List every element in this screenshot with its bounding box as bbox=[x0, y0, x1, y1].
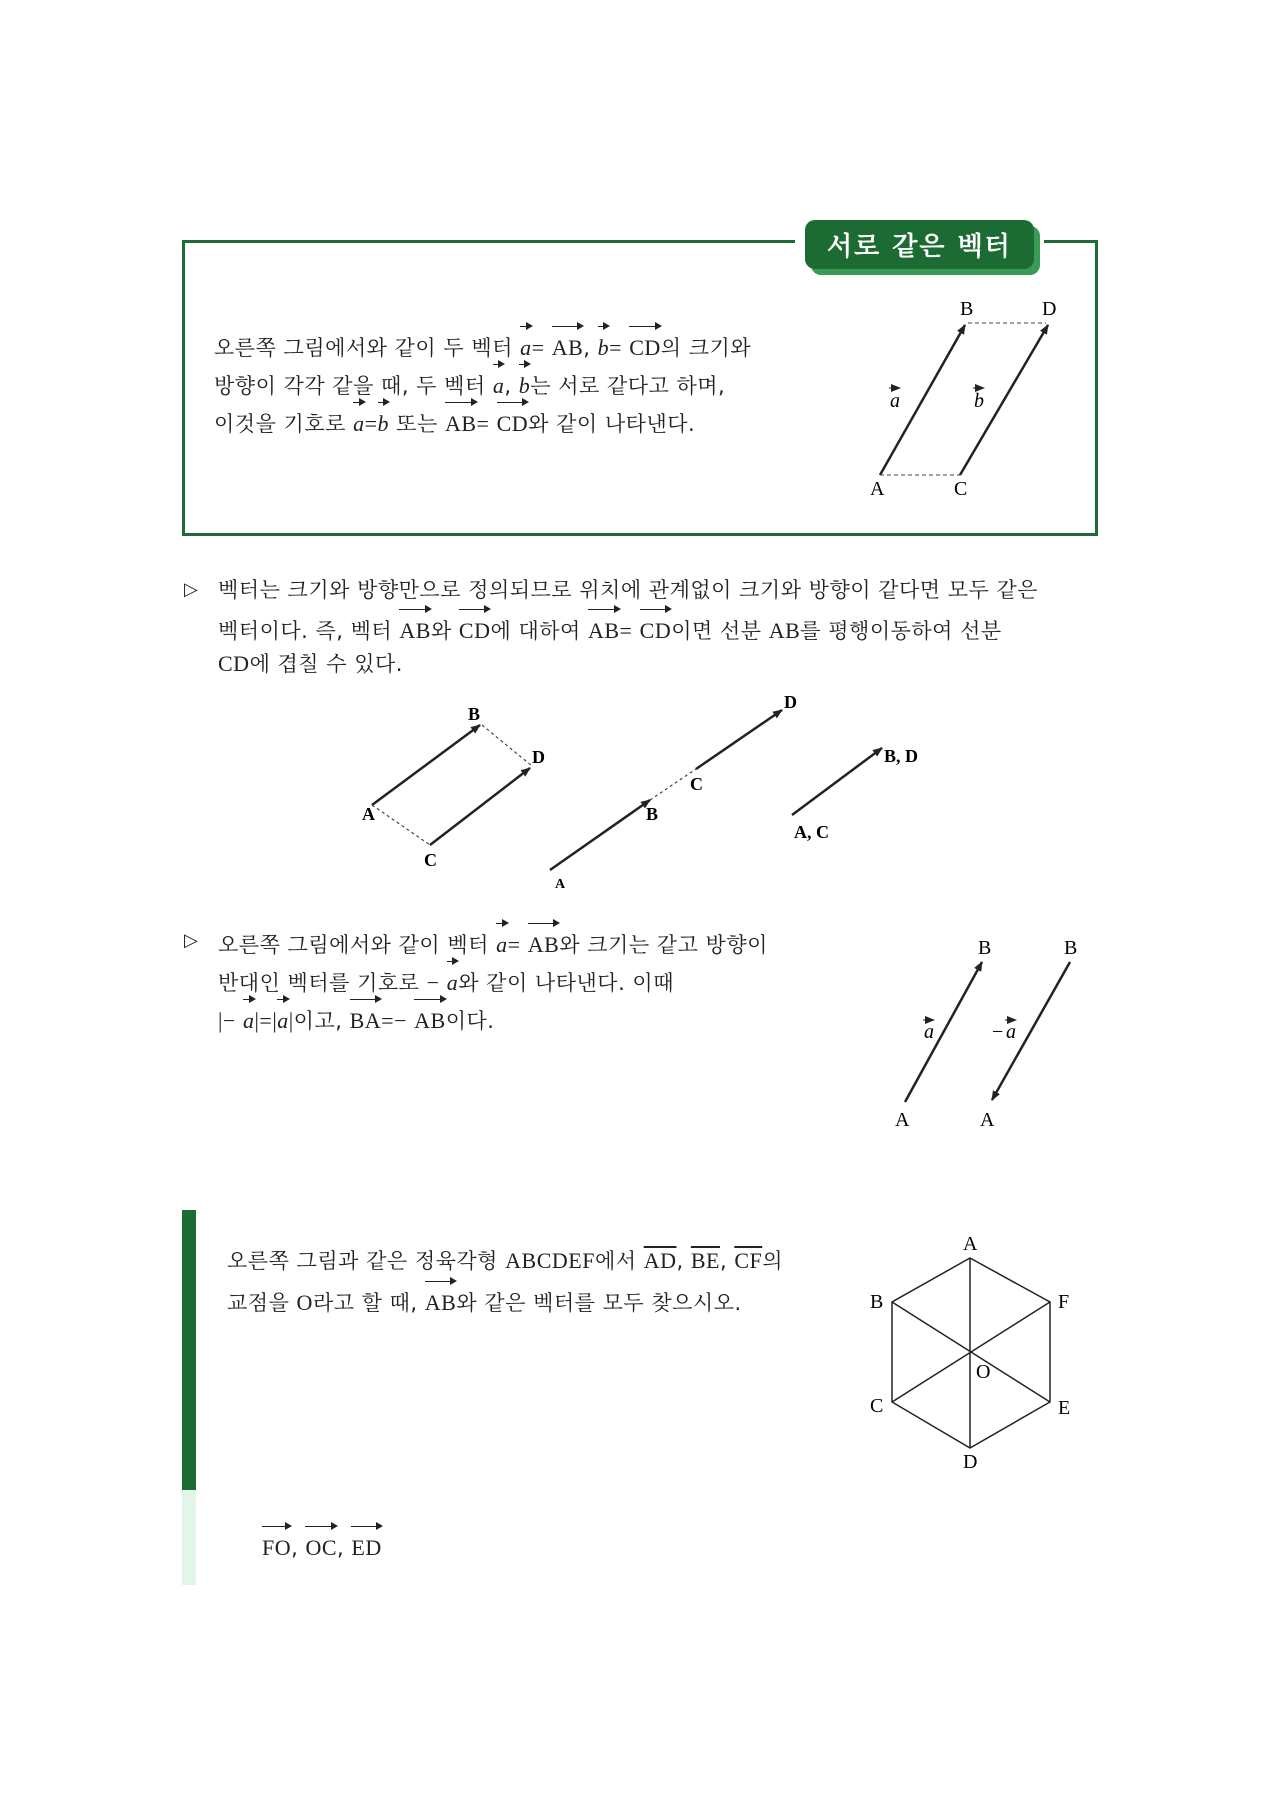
hex-label-c: C bbox=[870, 1395, 884, 1417]
problem-line-2: 교점을 O라고 할 때, AB와 같은 벡터를 모두 찾으시오. bbox=[227, 1280, 742, 1322]
arrow-coincident bbox=[792, 748, 882, 815]
problem-side-bar bbox=[182, 1210, 196, 1490]
fig1-label-c: C bbox=[424, 850, 437, 870]
label-vec-neg-a: a bbox=[1006, 1021, 1016, 1043]
fig2-label-b: B bbox=[646, 804, 659, 824]
fig3-label-ac: A, C bbox=[794, 822, 829, 842]
arrow-ab bbox=[372, 725, 480, 805]
hex-label-b: B bbox=[870, 1291, 884, 1313]
point-label-d: D bbox=[1042, 298, 1057, 320]
arrow-cd bbox=[430, 768, 530, 845]
label-b-end: B bbox=[978, 937, 992, 959]
bullet-marker-2: ▷ bbox=[184, 930, 199, 951]
point-label-c: C bbox=[954, 478, 968, 500]
point-label-a: A bbox=[870, 478, 885, 500]
answer-side-bar bbox=[182, 1490, 196, 1585]
fig1-label-a: A bbox=[362, 804, 375, 824]
vector-a-up bbox=[905, 962, 982, 1102]
note2-line-3: |− a|=|a|이고, BA=− AB이다. bbox=[218, 998, 494, 1040]
hex-label-o: O bbox=[976, 1361, 991, 1383]
translation-figure bbox=[350, 690, 950, 890]
label-a-start: A bbox=[895, 1109, 910, 1131]
note1-line-3: CD에 겹칠 수 있다. bbox=[218, 651, 403, 676]
vector-label-a: a bbox=[890, 390, 900, 412]
equal-vectors-figure bbox=[850, 295, 1080, 505]
label-a-end: A bbox=[980, 1109, 995, 1131]
label-vec-a: a bbox=[924, 1021, 934, 1043]
hex-label-e: E bbox=[1058, 1397, 1071, 1419]
label-b-start: B bbox=[1064, 937, 1078, 959]
hex-label-f: F bbox=[1058, 1291, 1070, 1313]
fig2-label-d: D bbox=[784, 692, 797, 712]
definition-line-3: 이것을 기호로 a=b 또는 AB= CD와 같이 나타낸다. bbox=[214, 401, 695, 443]
hexagon-figure bbox=[860, 1230, 1090, 1470]
label-neg-sign: − bbox=[992, 1021, 1004, 1043]
definition-line-2: 방향이 각각 같을 때, 두 벡터 a, b는 서로 같다고 하며, bbox=[214, 363, 725, 405]
problem-line-1: 오른쪽 그림과 같은 정육각형 ABCDEF에서 $\overline{AD}$, $\overline{BE}$, $\overline{CF}$의 bbox=[227, 1248, 784, 1273]
opposite-vectors-figure bbox=[870, 930, 1100, 1140]
fig2-label-c: C bbox=[690, 774, 703, 794]
note2-line-2: 반대인 벡터를 기호로 − a와 같이 나타낸다. 이때 bbox=[218, 960, 674, 1002]
definition-line-1: 오른쪽 그림에서와 같이 두 벡터 a= AB, b= CD의 크기와 bbox=[214, 325, 751, 367]
section-title: 서로 같은 벡터 bbox=[805, 220, 1034, 269]
hex-label-a: A bbox=[963, 1233, 978, 1255]
hexagon-outline bbox=[892, 1258, 1050, 1448]
fig3-label-bd: B, D bbox=[884, 746, 919, 766]
fig1-label-d: D bbox=[532, 747, 545, 767]
note1-line-2: 벡터이다. 즉, 벡터 AB와 CD에 대하여 AB= CD이면 선분 AB를 평행이동하여 선분 bbox=[218, 608, 1002, 650]
hex-label-d: D bbox=[963, 1451, 978, 1470]
vector-neg-a-down bbox=[992, 962, 1070, 1100]
answer-line: FO, OC, ED bbox=[262, 1525, 382, 1567]
point-label-b: B bbox=[960, 298, 974, 320]
fig2-label-a: A bbox=[555, 877, 566, 890]
fig1-label-b: B bbox=[468, 704, 481, 724]
bullet-marker: ▷ bbox=[184, 579, 199, 600]
note1-line-1: 벡터는 크기와 방향만으로 정의되므로 위치에 관계없이 크기와 방향이 같다면 모두 같은 bbox=[218, 578, 1039, 602]
arrow-ab-collinear bbox=[550, 800, 650, 870]
arrow-cd-collinear bbox=[696, 710, 782, 769]
note2-line-1: 오른쪽 그림에서와 같이 벡터 a= AB와 크기는 같고 방향이 bbox=[218, 922, 768, 964]
section-title-badge bbox=[795, 220, 1044, 269]
vector-label-b: b bbox=[974, 390, 984, 412]
